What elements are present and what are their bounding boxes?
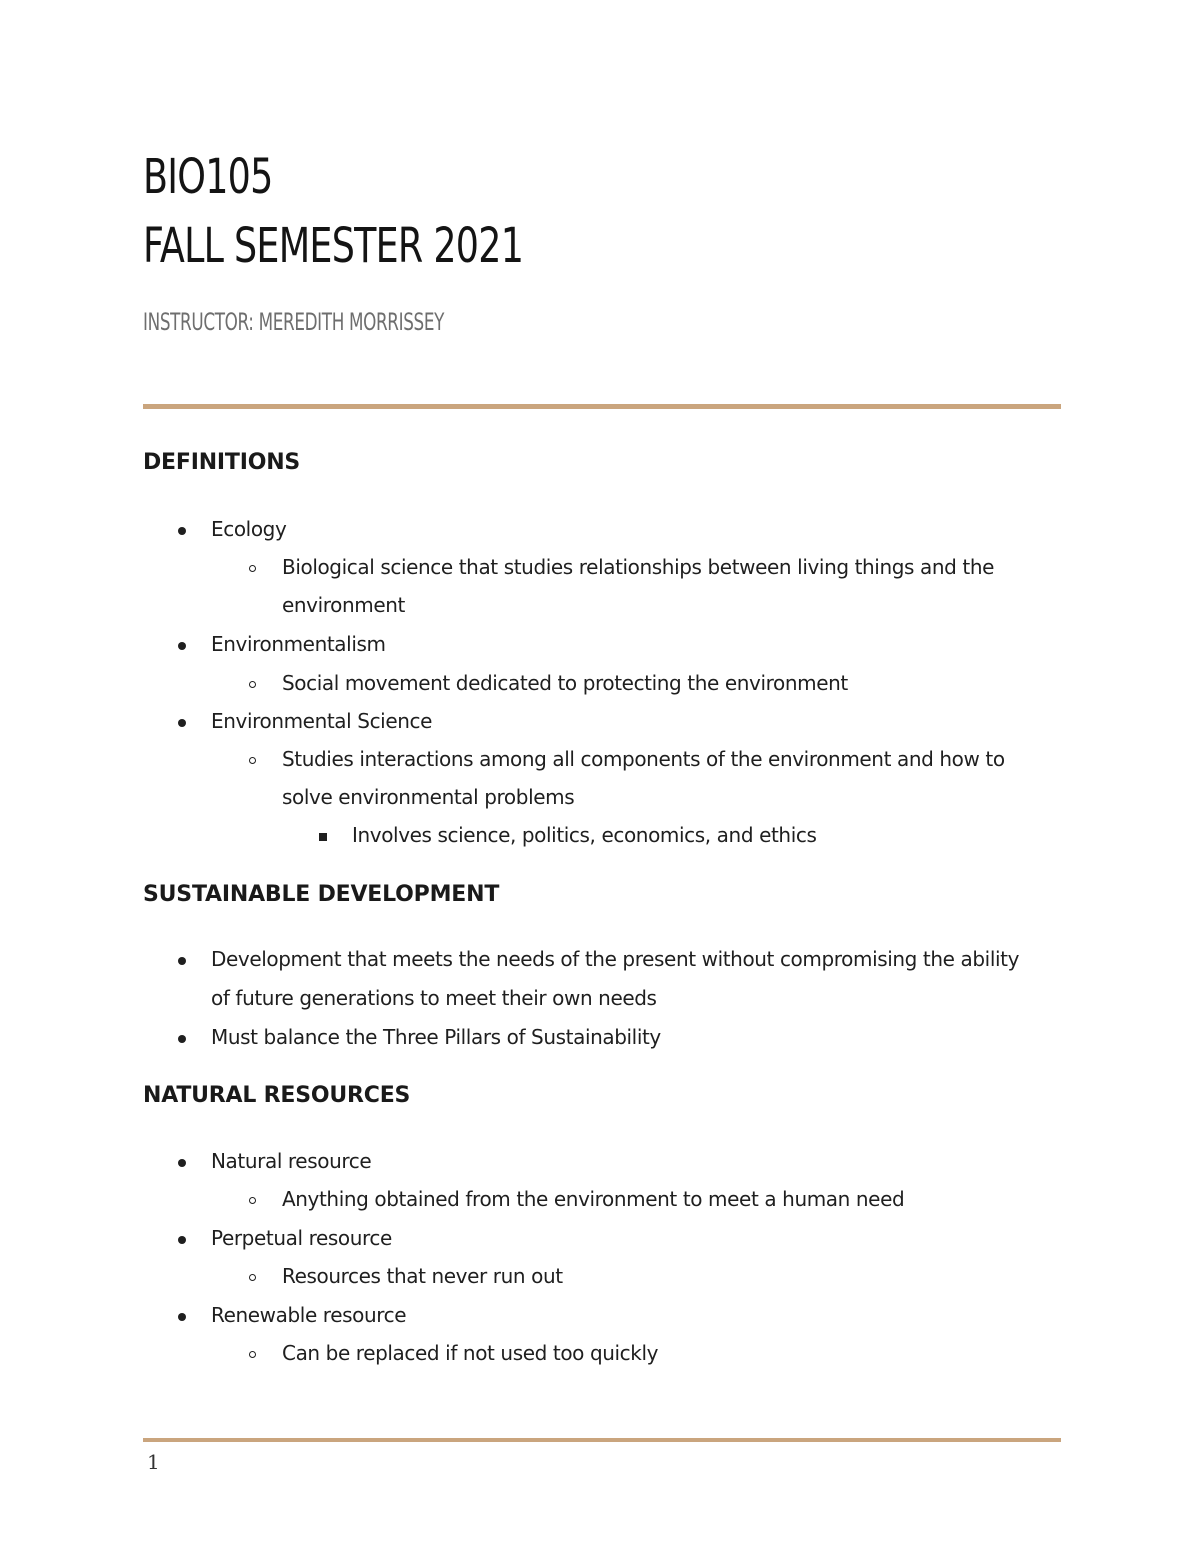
list-item-ecology: Ecology xyxy=(211,517,287,541)
list-item-environmental-science-definition-cont: solve environmental problems xyxy=(282,785,575,809)
section-heading-natural-resources: NATURAL RESOURCES xyxy=(143,1083,411,1108)
footer-divider xyxy=(143,1438,1061,1442)
list-item-ecology-definition: Biological science that studies relationships between living things and the xyxy=(282,555,995,579)
disc-bullet-icon xyxy=(178,527,186,535)
list-item-three-pillars: Must balance the Three Pillars of Sustainability xyxy=(211,1025,661,1049)
term-title: FALL SEMESTER 2021 xyxy=(143,218,524,274)
disc-bullet-icon xyxy=(178,1035,186,1043)
list-item-renewable-resource-definition: Can be replaced if not used too quickly xyxy=(282,1341,659,1365)
list-item-natural-resource: Natural resource xyxy=(211,1149,372,1173)
list-item-natural-resource-definition: Anything obtained from the environment to meet a human need xyxy=(282,1187,905,1211)
list-item-ecology-definition-cont: environment xyxy=(282,593,405,617)
instructor-subtitle: INSTRUCTOR: MEREDITH MORRISSEY xyxy=(143,308,445,336)
circle-bullet-icon xyxy=(249,681,256,688)
disc-bullet-icon xyxy=(178,719,186,727)
circle-bullet-icon xyxy=(249,1351,256,1358)
list-item-perpetual-resource-definition: Resources that never run out xyxy=(282,1264,563,1288)
list-item-environmentalism: Environmentalism xyxy=(211,632,386,656)
list-item-renewable-resource: Renewable resource xyxy=(211,1303,407,1327)
disc-bullet-icon xyxy=(178,957,186,965)
list-item-perpetual-resource: Perpetual resource xyxy=(211,1226,392,1250)
disc-bullet-icon xyxy=(178,1313,186,1321)
circle-bullet-icon xyxy=(249,1197,256,1204)
disc-bullet-icon xyxy=(178,642,186,650)
page-number: 1 xyxy=(147,1450,160,1474)
square-bullet-icon xyxy=(319,833,327,841)
circle-bullet-icon xyxy=(249,757,256,764)
circle-bullet-icon xyxy=(249,1274,256,1281)
list-item-environmental-science-sub: Involves science, politics, economics, and ethics xyxy=(352,823,817,847)
list-item-environmental-science: Environmental Science xyxy=(211,709,433,733)
section-heading-sustainable-development: SUSTAINABLE DEVELOPMENT xyxy=(143,882,500,907)
circle-bullet-icon xyxy=(249,565,256,572)
header-divider xyxy=(143,404,1061,409)
list-item-sustainable-definition-cont: of future generations to meet their own needs xyxy=(211,986,657,1010)
list-item-sustainable-definition: Development that meets the needs of the present without compromising the ability xyxy=(211,947,1020,971)
disc-bullet-icon xyxy=(178,1159,186,1167)
list-item-environmentalism-definition: Social movement dedicated to protecting the environment xyxy=(282,671,848,695)
disc-bullet-icon xyxy=(178,1236,186,1244)
course-code-title: BIO105 xyxy=(143,149,273,205)
list-item-environmental-science-definition: Studies interactions among all components of the environment and how to xyxy=(282,747,1005,771)
section-heading-definitions: DEFINITIONS xyxy=(143,450,301,475)
